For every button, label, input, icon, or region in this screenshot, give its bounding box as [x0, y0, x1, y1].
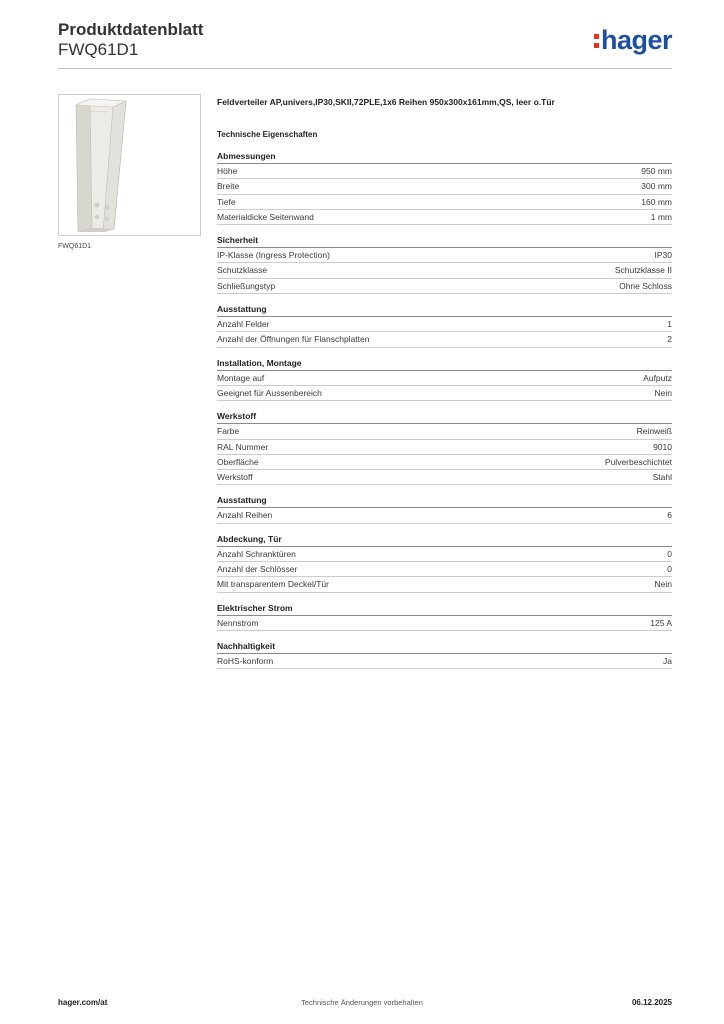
property-value: 1 — [667, 319, 672, 330]
property-label: Schließungstyp — [217, 280, 276, 291]
property-row — [217, 386, 672, 401]
property-value: 125 A — [650, 617, 672, 628]
property-label: Höhe — [217, 166, 238, 176]
product-details — [217, 96, 672, 669]
property-sections — [217, 149, 672, 669]
section-title: Elektrischer Strom — [217, 601, 672, 616]
property-label: IP-Klasse (Ingress Protection) — [217, 250, 330, 261]
property-value: Schutzklasse II — [614, 265, 672, 276]
property-row — [217, 317, 672, 332]
property-label: Werkstoff — [217, 472, 253, 483]
footer-date: 06.12.2025 — [631, 998, 672, 1007]
property-value: 0 — [667, 564, 672, 575]
property-label: Mit transparentem Deckel/Tür — [217, 579, 329, 590]
document-title: Produktdatenblatt — [58, 20, 204, 39]
property-row — [217, 332, 672, 347]
property-label: Tiefe — [217, 196, 236, 207]
property-label: Montage auf — [217, 372, 265, 383]
property-value: Ja — [663, 655, 672, 666]
property-section — [217, 493, 672, 523]
section-title: Abmessungen — [217, 149, 672, 164]
property-row — [217, 263, 672, 278]
property-section — [217, 233, 672, 294]
property-row — [217, 508, 672, 523]
product-image — [58, 94, 201, 236]
property-value: 950 mm — [641, 166, 672, 176]
property-section — [217, 409, 672, 485]
property-value: Pulverbeschichtet — [604, 456, 672, 467]
property-row — [217, 210, 672, 225]
property-row — [217, 440, 672, 455]
document-header — [58, 20, 203, 60]
footer-notice: Technische Änderungen vorbehalten — [301, 998, 423, 1007]
property-row — [217, 371, 672, 386]
property-label: Anzahl Schranktüren — [217, 548, 296, 559]
property-label: Breite — [217, 181, 240, 192]
property-value: Nein — [654, 579, 672, 590]
property-label: RAL Nummer — [217, 441, 269, 452]
property-label: Nennstrom — [217, 617, 259, 628]
property-section — [217, 601, 672, 631]
property-value: Ohne Schloss — [619, 280, 672, 291]
product-description: Feldverteiler AP,univers,IP30,SKII,72PLE,1x6 Reihen 950x300x161mm,QS, leer o.Tür — [217, 97, 555, 107]
section-title: Installation, Montage — [217, 356, 672, 371]
property-row — [217, 279, 672, 294]
property-label: RoHS-konform — [217, 655, 274, 666]
section-title: Nachhaltigkeit — [217, 639, 672, 654]
section-title: Werkstoff — [217, 409, 672, 424]
property-value: IP30 — [654, 250, 672, 261]
property-label: Anzahl Felder — [217, 319, 270, 330]
property-row — [217, 577, 672, 592]
hager-logo — [594, 26, 672, 54]
property-row — [217, 195, 672, 210]
property-value: Reinweiß — [636, 426, 672, 437]
property-value: 9010 — [653, 441, 672, 452]
property-label: Anzahl der Öffnungen für Flanschplatten — [217, 334, 370, 345]
property-row — [217, 616, 672, 631]
property-value: 1 mm — [650, 211, 672, 222]
property-row — [217, 547, 672, 562]
property-row — [217, 562, 672, 577]
footer-website: hager.com/at — [58, 998, 108, 1007]
property-value: 160 mm — [641, 196, 672, 207]
section-title: Sicherheit — [217, 233, 672, 248]
property-section — [217, 149, 672, 225]
distribution-cabinet-icon — [59, 95, 200, 235]
properties-title: Technische Eigenschaften — [217, 130, 318, 139]
property-value: 6 — [667, 510, 672, 521]
property-value: Aufputz — [643, 372, 672, 383]
property-label: Oberfläche — [217, 456, 259, 467]
property-label: Materialdicke Seitenwand — [217, 211, 314, 222]
product-code: FWQ61D1 — [58, 40, 139, 59]
section-title: Abdeckung, Tür — [217, 532, 672, 547]
property-row — [217, 424, 672, 439]
property-row — [217, 179, 672, 194]
property-label: Anzahl der Schlösser — [217, 564, 298, 575]
property-label: Geeignet für Aussenbereich — [217, 387, 322, 398]
property-label: Farbe — [217, 426, 240, 437]
logo-text: hager — [600, 25, 672, 55]
property-value: 300 mm — [641, 181, 672, 192]
header-divider — [58, 68, 672, 69]
section-title: Ausstattung — [217, 493, 672, 508]
property-value: 2 — [667, 334, 672, 345]
property-section — [217, 532, 672, 593]
property-value: Nein — [654, 387, 672, 398]
property-label: Anzahl Reihen — [217, 510, 273, 521]
logo-colon-icon — [594, 34, 599, 48]
property-row — [217, 248, 672, 263]
property-section — [217, 639, 672, 669]
property-section — [217, 356, 672, 402]
property-row — [217, 654, 672, 669]
property-value: Stahl — [652, 472, 672, 483]
property-section — [217, 302, 672, 348]
property-value: 0 — [667, 548, 672, 559]
section-title: Ausstattung — [217, 302, 672, 317]
property-row — [217, 455, 672, 470]
property-row — [217, 164, 672, 179]
image-caption: FWQ61D1 — [58, 243, 92, 250]
property-label: Schutzklasse — [217, 265, 268, 276]
property-row — [217, 470, 672, 485]
